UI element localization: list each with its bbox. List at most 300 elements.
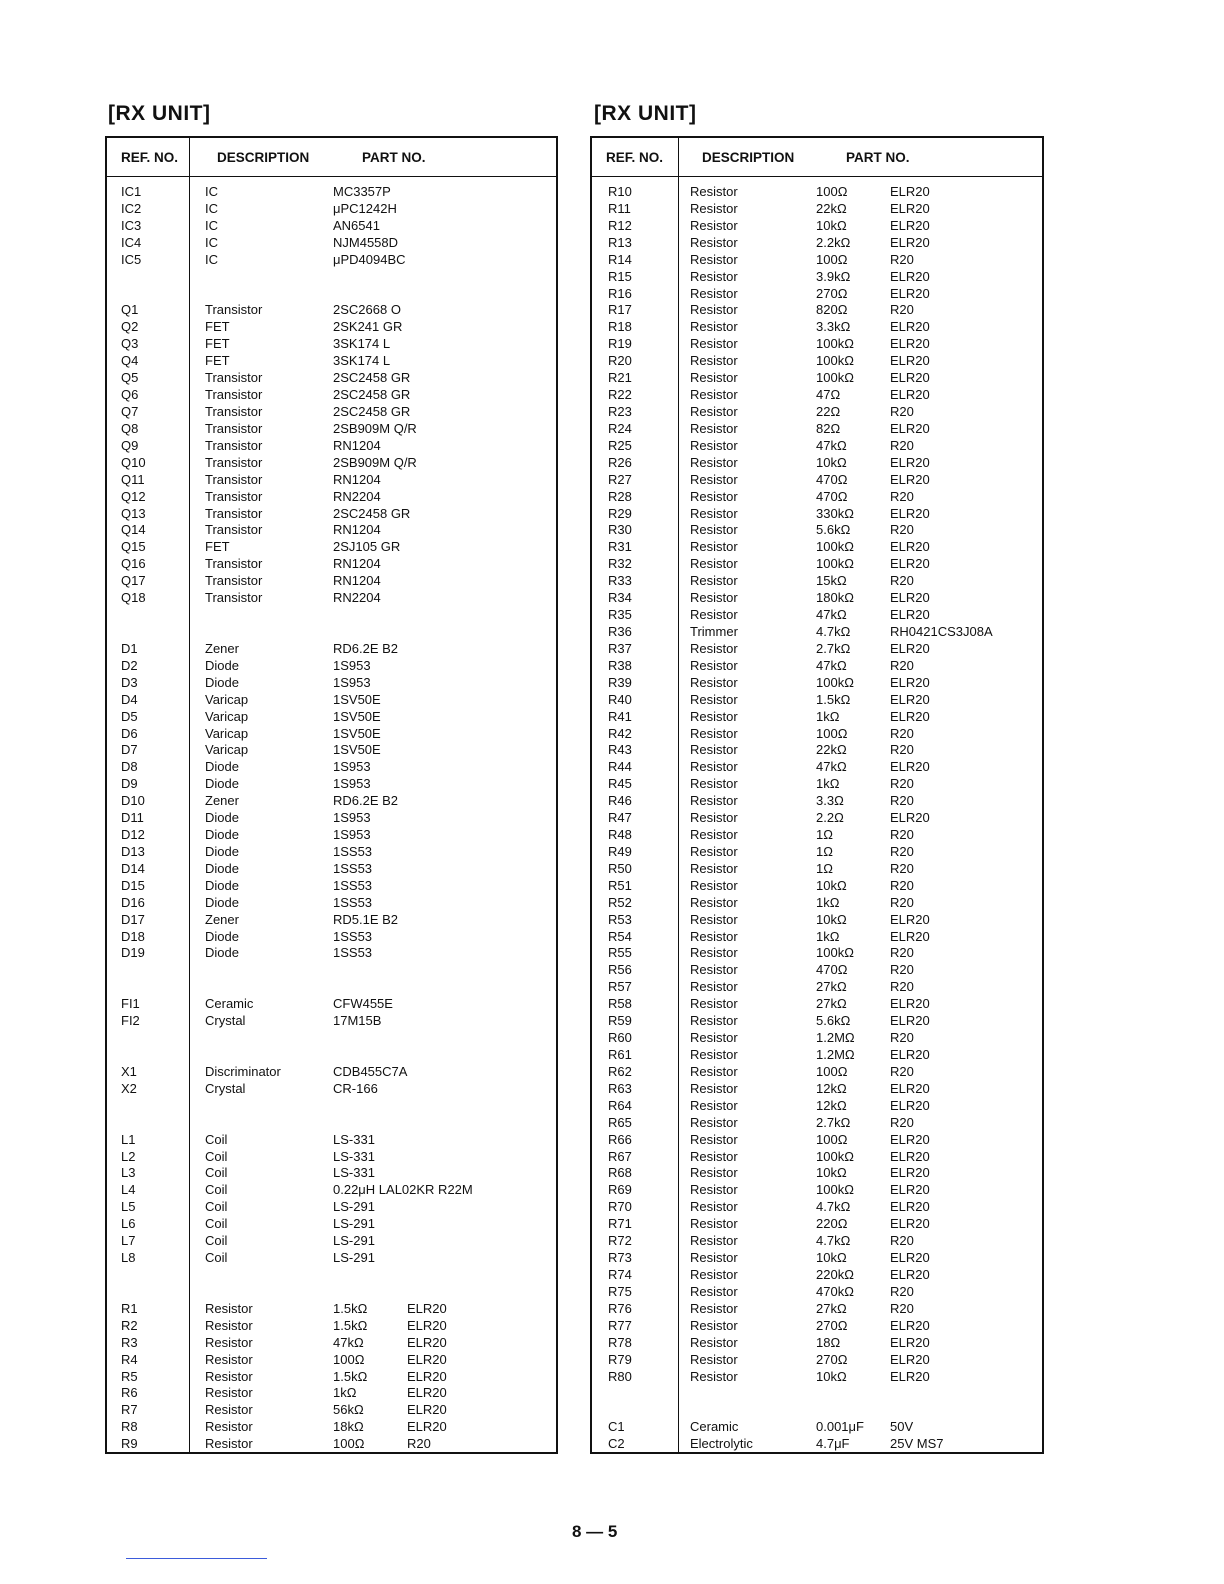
cell-part-no-extra: R20	[890, 251, 914, 267]
cell-ref-no: R11	[608, 200, 631, 216]
cell-part-no: 22kΩ	[816, 742, 847, 758]
cell-description: Resistor	[690, 488, 738, 504]
header-description: DESCRIPTION	[217, 150, 310, 165]
cell-description: Transistor	[205, 403, 263, 419]
table-row	[107, 336, 556, 353]
cell-ref-no: D15	[121, 877, 145, 893]
cell-description: Resistor	[690, 319, 738, 335]
cell-ref-no: Q6	[121, 387, 139, 403]
cell-part-no: 100Ω	[816, 725, 848, 741]
table-header	[107, 138, 556, 177]
table-row	[107, 269, 556, 286]
cell-ref-no: FI1	[121, 996, 140, 1012]
cell-ref-no: R2	[121, 1317, 138, 1333]
cell-description: Resistor	[690, 691, 738, 707]
table-row	[107, 1216, 556, 1233]
cell-description: Resistor	[690, 742, 738, 758]
cell-description: Resistor	[690, 674, 738, 690]
cell-description: Transistor	[205, 488, 263, 504]
cell-ref-no: D7	[121, 742, 138, 758]
cell-ref-no: R42	[608, 725, 632, 741]
table-row	[592, 709, 1042, 726]
table-row	[107, 1267, 556, 1284]
cell-ref-no: Q14	[121, 522, 146, 538]
table-row	[592, 1301, 1042, 1318]
table-row	[107, 658, 556, 675]
cell-part-no: 220kΩ	[816, 1267, 854, 1282]
cell-part-no-extra: ELR20	[890, 336, 930, 352]
cell-description: Varicap	[205, 708, 249, 724]
table-row	[107, 996, 556, 1013]
cell-ref-no: Q10	[121, 454, 146, 470]
cell-description: Resistor	[205, 1351, 253, 1367]
table-row	[107, 590, 556, 607]
cell-ref-no: R49	[608, 843, 632, 859]
table-row	[592, 235, 1042, 252]
table-row	[592, 387, 1042, 404]
cell-description: Resistor	[690, 1148, 738, 1164]
table-row	[107, 1165, 556, 1182]
cell-part-no: 27kΩ	[816, 996, 847, 1012]
cell-description: Electrolytic	[690, 1436, 753, 1452]
cell-part-no: 2SC2458 GR	[333, 387, 411, 403]
table-row	[107, 878, 556, 895]
cell-ref-no: R52	[608, 894, 632, 910]
cell-part-no: LS-291	[333, 1250, 375, 1266]
cell-part-no-extra: R20	[890, 843, 914, 859]
cell-part-no: 4.7kΩ	[816, 1199, 851, 1215]
cell-description: Varicap	[205, 691, 249, 707]
cell-ref-no: R33	[608, 573, 632, 589]
cell-ref-no: R1	[121, 1300, 138, 1316]
cell-part-no: 100kΩ	[816, 556, 854, 572]
cell-ref-no: R13	[608, 234, 632, 250]
cell-part-no: 1.5kΩ	[333, 1368, 368, 1384]
cell-description: Resistor	[690, 827, 738, 843]
cell-description: Transistor	[205, 420, 263, 436]
cell-part-no-extra: R20	[890, 979, 914, 995]
cell-part-no: CR-166	[333, 1080, 378, 1096]
cell-part-no: 1SS53	[333, 877, 373, 893]
cell-description: Resistor	[690, 1267, 738, 1282]
cell-ref-no: R48	[608, 827, 632, 843]
cell-description: IC	[205, 251, 218, 267]
cell-part-no: 1SS53	[333, 945, 373, 961]
cell-ref-no: D11	[121, 810, 144, 826]
cell-description: Resistor	[690, 336, 738, 352]
cell-part-no-extra: ELR20	[890, 1080, 930, 1096]
table-row	[592, 1199, 1042, 1216]
cell-part-no: 1Ω	[816, 843, 833, 859]
cell-part-no: LS-291	[333, 1233, 375, 1249]
table-row	[592, 1385, 1042, 1402]
cell-ref-no: Q11	[121, 471, 145, 487]
cell-description: Resistor	[690, 1165, 738, 1181]
cell-ref-no: IC4	[121, 234, 142, 250]
table-row	[592, 455, 1042, 472]
header-ref-no: REF. NO.	[606, 150, 664, 165]
cell-ref-no: Q9	[121, 437, 139, 453]
cell-part-no: 27kΩ	[816, 979, 847, 995]
cell-description: Resistor	[690, 1317, 738, 1333]
cell-part-no: 100kΩ	[816, 945, 854, 961]
cell-ref-no: R74	[608, 1267, 632, 1282]
cell-part-no: 100kΩ	[816, 370, 854, 386]
cell-description: Diode	[205, 843, 239, 859]
cell-ref-no: R27	[608, 471, 632, 487]
cell-part-no: 470kΩ	[816, 1283, 854, 1299]
cell-ref-no: Q4	[121, 353, 139, 369]
cell-ref-no: R6	[121, 1385, 138, 1401]
cell-ref-no: D13	[121, 843, 145, 859]
table-row	[107, 1352, 556, 1369]
cell-ref-no: Q2	[121, 319, 139, 335]
table-row	[107, 522, 556, 539]
table-row	[592, 624, 1042, 641]
table-row	[107, 1064, 556, 1081]
cell-part-no-extra: R20	[890, 1030, 914, 1046]
cell-part-no-extra: ELR20	[890, 640, 930, 656]
cell-part-no: RD5.1E B2	[333, 911, 399, 927]
cell-part-no: RN1204	[333, 437, 381, 453]
cell-description: Zener	[205, 640, 239, 656]
cell-description: Crystal	[205, 1013, 246, 1029]
cell-ref-no: D17	[121, 911, 145, 927]
table-row	[107, 472, 556, 489]
cell-part-no-extra: ELR20	[890, 234, 930, 250]
bottom-rule	[126, 1558, 267, 1559]
cell-part-no-extra: R20	[890, 894, 914, 910]
table-row	[592, 1047, 1042, 1064]
table-row	[107, 624, 556, 641]
cell-ref-no: R63	[608, 1080, 632, 1096]
cell-part-no: LS-331	[333, 1148, 375, 1164]
table-row	[592, 1149, 1042, 1166]
table-row	[592, 844, 1042, 861]
cell-ref-no: R30	[608, 522, 632, 538]
cell-part-no-extra: ELR20	[890, 1131, 930, 1147]
cell-description: Transistor	[205, 454, 263, 470]
cell-part-no: RN1204	[333, 471, 381, 487]
table-row	[592, 1318, 1042, 1335]
cell-ref-no: R53	[608, 911, 632, 927]
table-row	[107, 404, 556, 421]
table-header	[592, 138, 1042, 177]
table-row	[107, 675, 556, 692]
cell-ref-no: IC3	[121, 217, 142, 233]
cell-part-no: 4.7kΩ	[816, 1233, 851, 1249]
table-row	[107, 793, 556, 810]
cell-part-no: 17M15B	[333, 1013, 382, 1029]
cell-ref-no: IC2	[121, 200, 142, 216]
cell-part-no: 470Ω	[816, 488, 848, 504]
cell-part-no-extra: ELR20	[890, 996, 930, 1012]
table-row	[107, 1335, 556, 1352]
left-section-title: [RX UNIT]	[108, 102, 211, 125]
cell-ref-no: R68	[608, 1165, 632, 1181]
cell-part-no: 0.22μH LAL02KR R22M	[333, 1182, 473, 1198]
cell-ref-no: R78	[608, 1334, 632, 1350]
table-row	[592, 1369, 1042, 1386]
table-row	[107, 726, 556, 743]
cell-ref-no: R38	[608, 657, 632, 673]
cell-ref-no: L3	[121, 1165, 136, 1181]
cell-part-no: 1Ω	[816, 860, 833, 876]
cell-part-no-extra: ELR20	[890, 590, 930, 606]
right-section-title: [RX UNIT]	[594, 102, 697, 125]
table-row	[107, 370, 556, 387]
cell-part-no-extra: ELR20	[890, 387, 930, 403]
cell-description: IC	[205, 184, 218, 199]
cell-part-no-extra: ELR20	[890, 471, 930, 487]
cell-description: Resistor	[690, 590, 738, 606]
table-row	[107, 912, 556, 929]
cell-description: Resistor	[690, 1351, 738, 1367]
cell-ref-no: R17	[608, 302, 632, 318]
cell-part-no: 47kΩ	[816, 657, 847, 673]
table-row	[107, 573, 556, 590]
cell-description: Resistor	[690, 505, 738, 521]
table-row	[592, 404, 1042, 421]
cell-part-no: 10kΩ	[816, 454, 847, 470]
table-row	[107, 1115, 556, 1132]
cell-part-no: 2SK241 GR	[333, 319, 403, 335]
table-row	[107, 201, 556, 218]
cell-part-no-extra: R20	[890, 1233, 914, 1249]
cell-description: Resistor	[690, 979, 738, 995]
cell-ref-no: R10	[608, 184, 632, 199]
cell-description: Coil	[205, 1148, 228, 1164]
cell-part-no-extra: R20	[407, 1436, 431, 1452]
cell-part-no: 100kΩ	[816, 1148, 854, 1164]
cell-description: Coil	[205, 1233, 228, 1249]
cell-part-no-extra: R20	[890, 945, 914, 961]
cell-ref-no: R44	[608, 759, 632, 775]
cell-part-no-extra: ELR20	[407, 1368, 447, 1384]
cell-description: FET	[205, 336, 230, 352]
cell-part-no-extra: ELR20	[407, 1317, 447, 1333]
cell-ref-no: IC1	[121, 184, 142, 199]
cell-ref-no: R41	[608, 708, 632, 724]
cell-part-no: AN6541	[333, 217, 380, 233]
cell-part-no-extra: ELR20	[890, 1182, 930, 1198]
cell-ref-no: D14	[121, 860, 145, 876]
cell-part-no: CFW455E	[333, 996, 393, 1012]
table-row	[592, 336, 1042, 353]
table-row	[592, 979, 1042, 996]
cell-part-no: 100kΩ	[816, 353, 854, 369]
cell-description: Resistor	[690, 573, 738, 589]
cell-description: Resistor	[690, 522, 738, 538]
cell-description: Discriminator	[205, 1063, 281, 1079]
cell-part-no-extra: R20	[890, 877, 914, 893]
cell-description: Transistor	[205, 556, 263, 572]
cell-ref-no: X2	[121, 1080, 137, 1096]
cell-part-no: RN2204	[333, 590, 381, 606]
cell-ref-no: D1	[121, 640, 138, 656]
cell-part-no-extra: ELR20	[890, 420, 930, 436]
cell-ref-no: D16	[121, 894, 145, 910]
cell-part-no: 22Ω	[816, 403, 841, 419]
cell-ref-no: R51	[608, 877, 632, 893]
cell-ref-no: Q7	[121, 403, 139, 419]
cell-description: Resistor	[690, 657, 738, 673]
cell-ref-no: R67	[608, 1148, 632, 1164]
table-row	[592, 302, 1042, 319]
cell-description: Coil	[205, 1216, 228, 1232]
cell-ref-no: R12	[608, 217, 632, 233]
cell-part-no: 1SS53	[333, 843, 373, 859]
table-row	[107, 1132, 556, 1149]
cell-ref-no: D6	[121, 725, 138, 741]
cell-ref-no: D8	[121, 759, 138, 775]
cell-part-no: MC3357P	[333, 184, 391, 199]
table-row	[107, 1318, 556, 1335]
table-row	[592, 269, 1042, 286]
cell-part-no: 10kΩ	[816, 217, 847, 233]
cell-ref-no: R32	[608, 556, 632, 572]
cell-part-no-extra: 25V MS7	[890, 1436, 944, 1452]
cell-part-no: 10kΩ	[816, 877, 847, 893]
cell-description: Resistor	[690, 928, 738, 944]
cell-part-no: 12kΩ	[816, 1080, 847, 1096]
table-row	[592, 472, 1042, 489]
table-row	[107, 455, 556, 472]
cell-ref-no: R43	[608, 742, 632, 758]
cell-part-no-extra: ELR20	[890, 1368, 930, 1384]
cell-description: Resistor	[205, 1436, 253, 1452]
cell-part-no: LS-291	[333, 1199, 375, 1215]
cell-part-no-extra: R20	[890, 1283, 914, 1299]
cell-part-no-extra: ELR20	[890, 1267, 930, 1282]
cell-part-no: LS-291	[333, 1216, 375, 1232]
cell-description: Resistor	[690, 1250, 738, 1266]
table-row	[107, 861, 556, 878]
cell-ref-no: L8	[121, 1250, 136, 1266]
cell-part-no-extra: R20	[890, 1300, 914, 1316]
header-part-no: PART NO.	[362, 150, 426, 165]
cell-part-no: 100Ω	[816, 184, 848, 199]
cell-ref-no: R25	[608, 437, 632, 453]
cell-description: IC	[205, 234, 218, 250]
cell-description: Crystal	[205, 1080, 246, 1096]
cell-description: Resistor	[690, 1114, 738, 1130]
cell-part-no: 1kΩ	[333, 1385, 357, 1401]
cell-part-no-extra: ELR20	[890, 370, 930, 386]
table-row	[592, 996, 1042, 1013]
cell-description: Resistor	[690, 471, 738, 487]
cell-part-no-extra: ELR20	[407, 1334, 447, 1350]
cell-part-no-extra: R20	[890, 437, 914, 453]
cell-part-no: NJM4558D	[333, 234, 399, 250]
cell-ref-no: R22	[608, 387, 632, 403]
cell-part-no: 220Ω	[816, 1216, 848, 1232]
table-row	[107, 827, 556, 844]
cell-description: Resistor	[690, 387, 738, 403]
cell-part-no: 2.2kΩ	[816, 234, 851, 250]
cell-part-no: 1S953	[333, 674, 371, 690]
cell-description: Diode	[205, 776, 239, 792]
table-row	[592, 573, 1042, 590]
cell-description: Ceramic	[690, 1419, 739, 1435]
cell-part-no-extra: ELR20	[890, 454, 930, 470]
table-row	[592, 861, 1042, 878]
cell-part-no: 470Ω	[816, 962, 848, 978]
table-row	[107, 1030, 556, 1047]
table-row	[592, 506, 1042, 523]
cell-part-no-extra: ELR20	[890, 607, 930, 623]
cell-part-no-extra: ELR20	[407, 1419, 447, 1435]
cell-description: Coil	[205, 1165, 228, 1181]
cell-ref-no: D18	[121, 928, 145, 944]
table-row	[592, 184, 1042, 201]
cell-ref-no: Q3	[121, 336, 139, 352]
cell-part-no: RD6.2E B2	[333, 793, 399, 809]
cell-part-no: 1SV50E	[333, 742, 381, 758]
cell-description: Resistor	[690, 1233, 738, 1249]
cell-part-no: 3SK174 L	[333, 336, 391, 352]
cell-ref-no: R71	[608, 1216, 632, 1232]
cell-description: Resistor	[690, 996, 738, 1012]
cell-part-no: 82Ω	[816, 420, 841, 436]
cell-description: Coil	[205, 1182, 228, 1198]
cell-part-no-extra: ELR20	[890, 1351, 930, 1367]
table-row	[592, 438, 1042, 455]
cell-description: Resistor	[205, 1419, 253, 1435]
table-row	[592, 201, 1042, 218]
table-row	[592, 929, 1042, 946]
cell-part-no: 820Ω	[816, 302, 848, 318]
cell-description: Resistor	[690, 759, 738, 775]
cell-description: Resistor	[690, 1216, 738, 1232]
cell-ref-no: R62	[608, 1063, 632, 1079]
page-number: 8 — 5	[572, 1522, 618, 1541]
cell-part-no: 1.5kΩ	[816, 691, 851, 707]
cell-ref-no: Q15	[121, 539, 146, 555]
table-row	[592, 1165, 1042, 1182]
table-row	[107, 1199, 556, 1216]
cell-part-no: RN2204	[333, 488, 381, 504]
cell-part-no-extra: R20	[890, 962, 914, 978]
table-row	[592, 1064, 1042, 1081]
cell-part-no: 47kΩ	[816, 437, 847, 453]
cell-description: Trimmer	[690, 623, 738, 639]
table-row	[107, 1385, 556, 1402]
cell-ref-no: R72	[608, 1233, 632, 1249]
cell-description: Diode	[205, 759, 239, 775]
cell-part-no: 100Ω	[333, 1351, 365, 1367]
cell-description: Resistor	[690, 302, 738, 318]
cell-part-no: 1SV50E	[333, 708, 381, 724]
cell-part-no: 2SC2458 GR	[333, 370, 411, 386]
cell-description: Transistor	[205, 387, 263, 403]
cell-description: Resistor	[690, 1080, 738, 1096]
cell-part-no: 47kΩ	[333, 1334, 364, 1350]
table-row	[107, 252, 556, 269]
cell-part-no: 270Ω	[816, 285, 848, 301]
cell-part-no-extra: ELR20	[890, 1216, 930, 1232]
cell-part-no: 1SV50E	[333, 691, 381, 707]
table-row	[107, 979, 556, 996]
cell-description: Resistor	[205, 1402, 253, 1418]
cell-part-no-extra: R20	[890, 1063, 914, 1079]
cell-ref-no: Q17	[121, 573, 146, 589]
cell-part-no: 10kΩ	[816, 1368, 847, 1384]
table-row	[107, 302, 556, 319]
cell-part-no: 3.9kΩ	[816, 268, 851, 284]
cell-description: Coil	[205, 1250, 228, 1266]
cell-description: Resistor	[205, 1317, 253, 1333]
